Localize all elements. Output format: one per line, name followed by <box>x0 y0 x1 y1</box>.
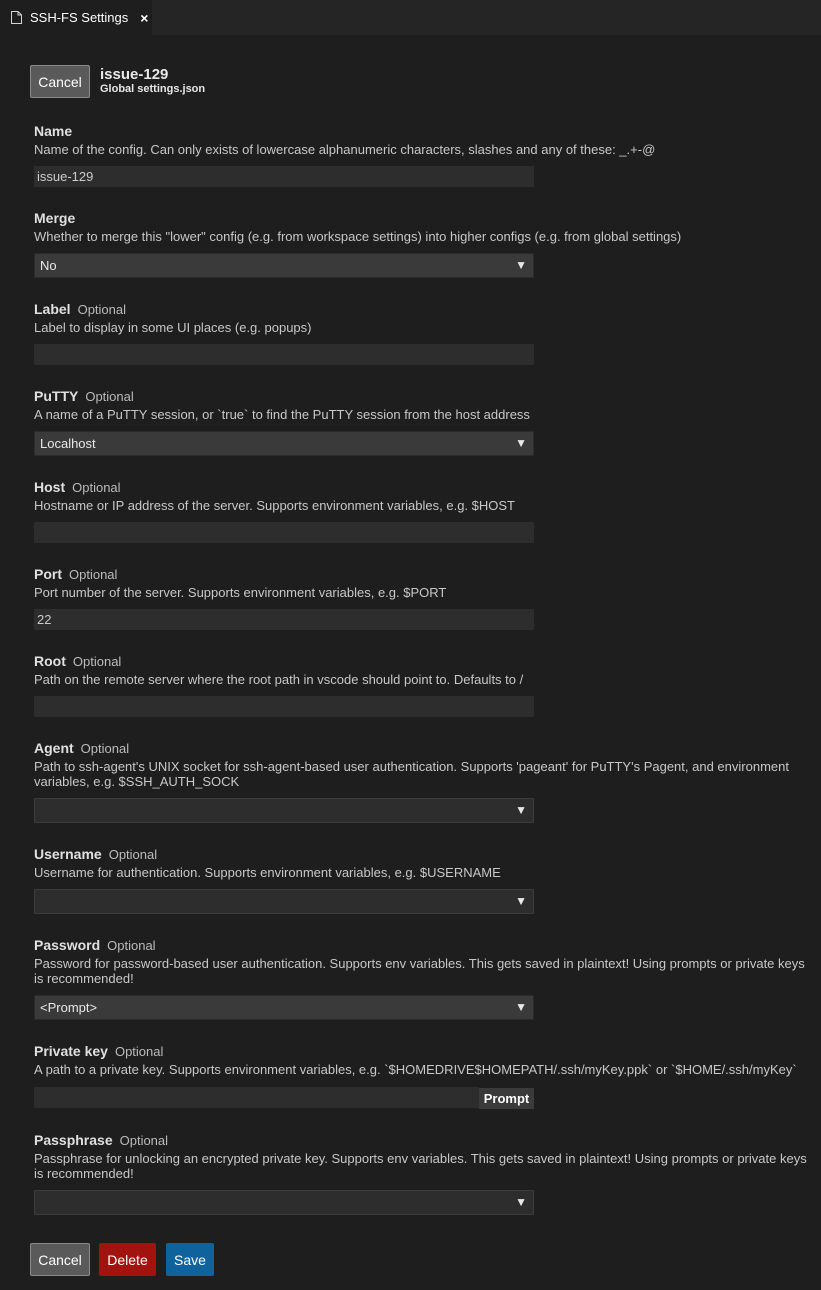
merge-select-value: No <box>40 258 57 273</box>
passphrase-select[interactable] <box>34 1190 534 1215</box>
chevron-down-icon: ▼ <box>515 803 527 817</box>
passphrase-description: Passphrase for unlocking an encrypted private key. Supports env variables. This gets saved in plaintext! Using prompts or private keys is recommended! <box>34 1151 807 1181</box>
config-location: Global settings.json <box>100 83 206 95</box>
password-description: Password for password-based user authentication. Supports env variables. This gets saved in plaintext! Using prompts or private keys is recommended! <box>34 956 805 986</box>
putty-select-value: Localhost <box>40 436 96 451</box>
chevron-down-icon: ▼ <box>515 1195 527 1209</box>
merge-label: Merge <box>34 210 76 226</box>
tab-bar <box>0 0 821 35</box>
private-key-label: Private key Optional <box>34 1043 164 1059</box>
private-key-prompt-button[interactable]: Prompt <box>479 1088 534 1109</box>
delete-button[interactable]: Delete <box>99 1243 156 1276</box>
port-label: Port Optional <box>34 566 118 582</box>
file-icon <box>11 11 22 24</box>
host-description: Hostname or IP address of the server. Supports environment variables, e.g. $HOST <box>34 498 515 513</box>
chevron-down-icon: ▼ <box>515 894 527 908</box>
password-select-value: <Prompt> <box>40 1000 98 1015</box>
label-input[interactable] <box>34 344 534 365</box>
username-label: Username Optional <box>34 846 158 862</box>
agent-label: Agent Optional <box>34 740 130 756</box>
password-select[interactable] <box>34 995 534 1020</box>
optional-tag: Optional <box>77 302 126 317</box>
port-input[interactable]: 22 <box>34 609 534 630</box>
agent-description: Path to ssh-agent's UNIX socket for ssh-agent-based user authentication. Supports 'pageant' for PuTTY's Pagent, and environment variables, e.g. $SSH_AUTH_SOCK <box>34 759 789 789</box>
putty-label: PuTTY Optional <box>34 388 134 404</box>
merge-select[interactable] <box>34 253 534 278</box>
label-label: Label Optional <box>34 301 126 317</box>
root-input[interactable] <box>34 696 534 717</box>
tab-ssh-fs-settings[interactable] <box>0 0 152 35</box>
optional-tag: Optional <box>107 938 156 953</box>
optional-tag: Optional <box>85 389 134 404</box>
username-description: Username for authentication. Supports environment variables, e.g. $USERNAME <box>34 865 501 880</box>
label-description: Label to display in some UI places (e.g. popups) <box>34 320 312 335</box>
password-label: Password Optional <box>34 937 156 953</box>
optional-tag: Optional <box>114 1044 164 1059</box>
private-key-input[interactable] <box>34 1087 479 1108</box>
cancel-button[interactable]: Cancel <box>30 1243 90 1276</box>
optional-tag: Optional <box>72 480 121 495</box>
host-label: Host Optional <box>34 479 121 495</box>
putty-description: A name of a PuTTY session, or `true` to find the PuTTY session from the host address <box>34 407 530 422</box>
name-label: Name <box>34 123 73 139</box>
optional-tag: Optional <box>69 567 118 582</box>
agent-select[interactable] <box>34 798 534 823</box>
optional-tag: Optional <box>119 1133 169 1148</box>
chevron-down-icon: ▼ <box>515 1000 527 1014</box>
close-icon[interactable]: × <box>140 9 149 26</box>
private-key-description: A path to a private key. Supports environment variables, e.g. `$HOMEDRIVE$HOMEPATH/.ssh/myKey.ppk` or `$HOME/.ssh/myKey` <box>34 1062 797 1077</box>
root-label: Root Optional <box>34 653 122 669</box>
port-description: Port number of the server. Supports environment variables, e.g. $PORT <box>34 585 447 600</box>
putty-select[interactable] <box>34 431 534 456</box>
header-cancel-button[interactable]: Cancel <box>30 65 90 98</box>
merge-description: Whether to merge this "lower" config (e.g. from workspace settings) into higher configs (e.g. from global settings) <box>34 229 682 244</box>
host-input[interactable] <box>34 522 534 543</box>
root-description: Path on the remote server where the root path in vscode should point to. Defaults to / <box>34 672 524 687</box>
tab-label: SSH-FS Settings <box>30 10 129 25</box>
passphrase-label: Passphrase Optional <box>34 1132 169 1148</box>
optional-tag: Optional <box>108 847 158 862</box>
optional-tag: Optional <box>80 741 130 756</box>
optional-tag: Optional <box>72 654 122 669</box>
username-select[interactable] <box>34 889 534 914</box>
save-button[interactable]: Save <box>166 1243 214 1276</box>
name-input[interactable]: issue-129 <box>34 166 534 187</box>
config-title: issue-129 <box>100 66 169 83</box>
chevron-down-icon: ▼ <box>515 436 527 450</box>
chevron-down-icon: ▼ <box>515 258 527 272</box>
name-description: Name of the config. Can only exists of lowercase alphanumeric characters, slashes and any of these: _.+-@ <box>34 142 656 157</box>
